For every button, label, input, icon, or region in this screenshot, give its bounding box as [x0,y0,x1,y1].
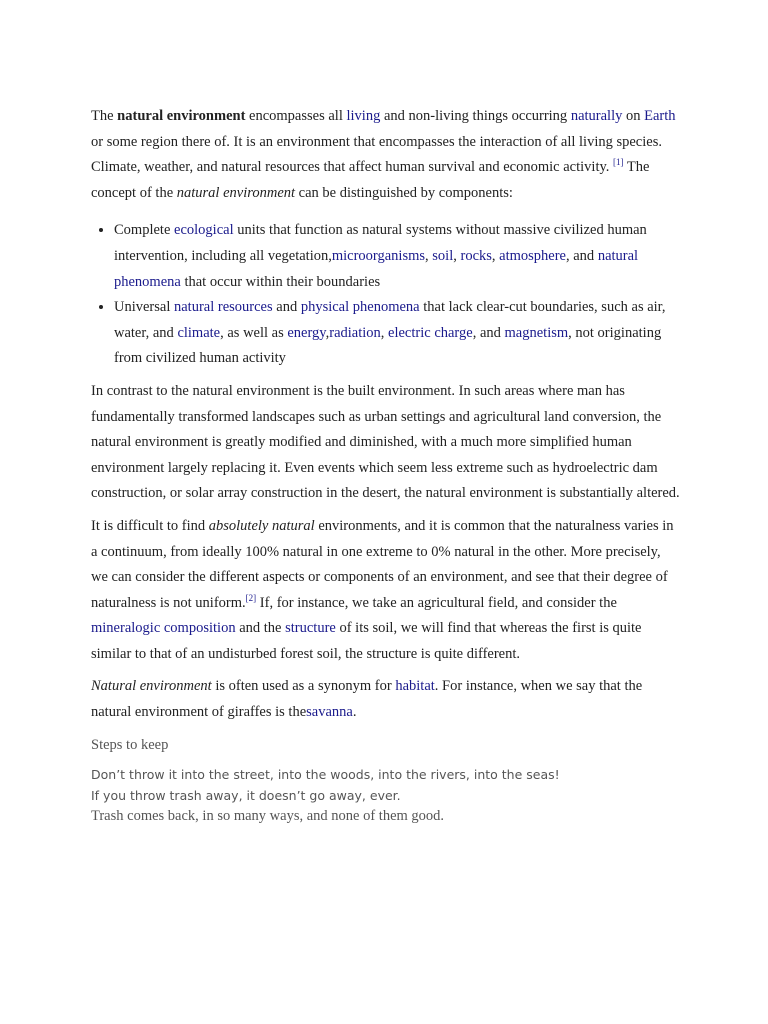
text: The [91,108,118,124]
link-savanna[interactable]: savanna [306,704,353,721]
link-living[interactable]: living [346,108,381,124]
list-item [114,218,681,295]
article-body [91,104,681,827]
text: If, for instance, we take an agricultural field, and consider the [256,594,617,611]
intro-paragraph [91,104,681,206]
text: Complete [114,222,175,239]
poem-line: If you throw trash away, it doesn’t go away, ever. [91,787,401,803]
text: , not originating from civilized human activity [114,324,662,367]
text: , and [472,324,505,341]
text: , [453,247,461,264]
steps-heading: Steps to keep [91,736,169,753]
text: on [622,108,645,124]
text: and [272,299,301,316]
text: , [380,324,389,341]
link-rocks[interactable]: rocks [460,247,492,264]
text: The concept of the [91,159,650,201]
link-physical-phenomena[interactable]: physical phenomena [300,299,420,316]
text: is often used as a synonym for [211,678,396,695]
text: , [325,324,330,341]
link-atmosphere[interactable]: atmosphere [499,247,566,264]
italic-term: Natural environment [91,678,212,695]
text: environments, and it is common that the naturalness varies in a continuum, from ideally 100% natural in one extreme to 0% natural in the other. More precisely, we can consider the different aspects or components of an environment, and see that their degree of naturalness is not uniform. [91,517,674,611]
italic-term: natural environment [176,184,296,201]
link-radiation[interactable]: radiation [329,324,381,341]
text: , [491,247,500,264]
link-natural-resources[interactable]: natural resources [174,299,273,316]
link-structure[interactable]: structure [285,620,336,637]
text: , [425,247,433,264]
list-item [114,295,681,372]
text: encompasses all [245,108,347,124]
text: or some region there of. It is an environment that encompasses the interaction of all living species. Climate, weather, and natural resources that affect human survival and economic activity. [91,133,662,176]
text: that lack clear-cut boundaries, such as air, water, and [114,299,666,341]
link-ecological[interactable]: ecological [174,222,234,239]
reference-1[interactable]: [1] [613,157,624,168]
link-earth[interactable]: Earth [644,108,676,124]
naturalness-paragraph [91,514,681,668]
italic-term: absolutely natural [208,517,315,534]
text: can be distinguished by components: [295,184,513,201]
link-magnetism[interactable]: magnetism [504,324,569,341]
link-soil[interactable]: soil [432,247,454,264]
poem-line: Don’t throw it into the street, into the woods, into the rivers, into the seas! [91,767,560,783]
text: Universal [114,299,174,316]
link-electric-charge[interactable]: electric charge [388,324,473,341]
habitat-paragraph [91,674,681,725]
text: units that function as natural systems without massive civilized human intervention, including all vegetation, [114,222,647,264]
link-mineralogic-composition[interactable]: mineralogic composition [91,620,236,637]
text: , as well as [220,324,288,341]
link-naturally[interactable]: naturally [570,108,623,124]
text: . For instance, when we say that the natural environment of giraffes is the [91,678,643,721]
link-climate[interactable]: climate [177,324,221,341]
poem-line: Trash comes back, in so many ways, and none of them good. [91,808,445,825]
link-microorganisms[interactable]: microorganisms [331,247,426,264]
text: , and [566,247,598,264]
text: and the [235,620,286,637]
text: . [352,704,357,721]
components-list [91,218,681,372]
bold-term: natural environment [117,108,246,124]
built-environment-paragraph: In contrast to the natural environment is the built environment. In such areas where man has fundamentally transformed landscapes such as urban settings and agricultural land conversion, the natural environment is greatly modified and diminished, with a much more simplified human environment largely replacing it. Even events which seem less extreme such as hydroelectric dam construction, or solar array construction in the desert, the natural environment is substantially altered. [91,382,680,502]
poem-block [91,765,681,827]
text: and non-living things occurring [380,108,571,124]
text: It is difficult to find [91,517,209,534]
link-energy[interactable]: energy [287,324,326,341]
reference-2[interactable]: [2] [245,592,257,603]
link-habitat[interactable]: habitat [395,678,435,695]
text: of its soil, we will find that whereas the first is quite similar to that of an undisturbed forest soil, the structure is quite different. [91,620,642,662]
text: that occur within their boundaries [180,273,381,290]
link-natural-phenomena[interactable]: natural phenomena [114,247,639,290]
